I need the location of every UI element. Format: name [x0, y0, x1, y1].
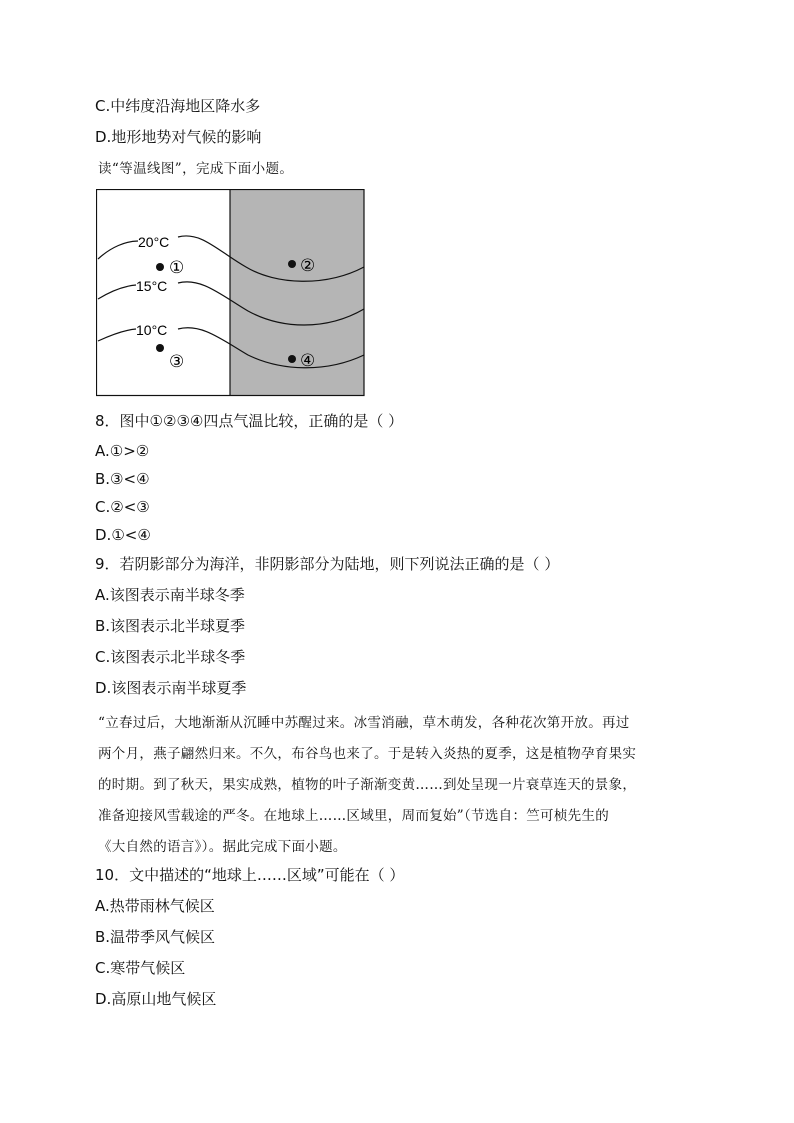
q10-option-c[interactable]: C.寒带气候区: [95, 959, 186, 977]
isotherm-map: [96, 189, 366, 397]
prev-option-d: D.地形地势对气候的影响: [95, 128, 262, 146]
q10-stem: 10．文中描述的“地球上……区域”可能在（ ）: [95, 866, 405, 884]
point-4-label: ④: [300, 351, 316, 370]
passage-line: 的时期。到了秋天，果实成熟，植物的叶子渐渐变黄……到处呈现一片衰草连天的景象，: [98, 777, 637, 793]
point-1-label: ①: [169, 258, 185, 277]
point-4-marker: [288, 355, 296, 363]
passage-line: 准备迎接风雪载途的严冬。在地球上……区域里，周而复始”（节选自：竺可桢先生的: [98, 808, 610, 824]
passage-line: “立春过后，大地渐渐从沉睡中苏醒过来。冰雪消融，草木萌发，各种花次第开放。再过: [98, 715, 630, 731]
figure-intro: 读“等温线图”，完成下面小题。: [98, 161, 294, 177]
passage-line: 《大自然的语言》）。据此完成下面小题。: [98, 839, 347, 855]
isotherm-label-10: 10°C: [136, 322, 168, 338]
point-2-marker: [288, 260, 296, 268]
point-1-marker: [156, 263, 164, 271]
ocean-shade: [230, 190, 364, 396]
point-2-label: ②: [300, 256, 316, 275]
q8-option-c[interactable]: C.②<③: [95, 498, 150, 516]
passage: [98, 708, 718, 863]
point-3-marker: [156, 344, 164, 352]
q10-option-a[interactable]: A.热带雨林气候区: [95, 897, 215, 915]
prev-option-c: C.中纬度沿海地区降水多: [95, 97, 261, 115]
q9-option-b[interactable]: B.该图表示北半球夏季: [95, 617, 246, 635]
q8-stem: 8．图中①②③④四点气温比较，正确的是（ ）: [95, 412, 404, 430]
q8-option-d[interactable]: D.①<④: [95, 526, 151, 544]
q9-option-c[interactable]: C.该图表示北半球冬季: [95, 648, 246, 666]
isotherm-label-20: 20°C: [138, 234, 170, 250]
q9-stem: 9．若阴影部分为海洋，非阴影部分为陆地，则下列说法正确的是（ ）: [95, 555, 560, 573]
q10-option-b[interactable]: B.温带季风气候区: [95, 928, 216, 946]
q8-option-b[interactable]: B.③<④: [95, 470, 150, 488]
q10-option-d[interactable]: D.高原山地气候区: [95, 990, 217, 1008]
q8-option-a[interactable]: A.①>②: [95, 442, 150, 460]
q9-option-a[interactable]: A.该图表示南半球冬季: [95, 586, 245, 604]
q9-option-d[interactable]: D.该图表示南半球夏季: [95, 679, 247, 697]
isotherm-label-15: 15°C: [136, 278, 168, 294]
point-3-label: ③: [169, 352, 185, 371]
passage-line: 两个月，燕子翩然归来。不久，布谷鸟也来了。于是转入炎热的夏季，这是植物孕育果实: [98, 746, 637, 762]
